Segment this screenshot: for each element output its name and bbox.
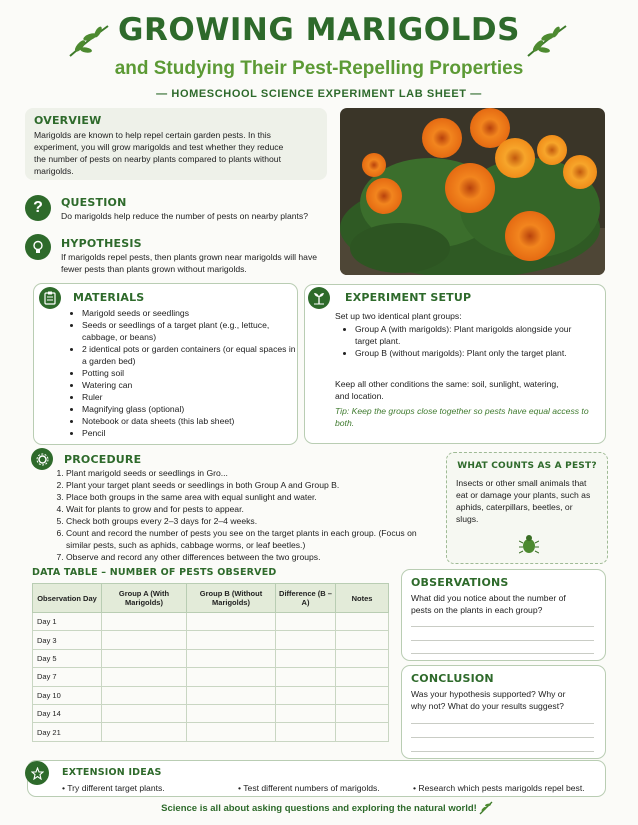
column-header: Notes: [336, 584, 389, 613]
table-cell[interactable]: [336, 631, 389, 649]
table-row: [33, 668, 389, 686]
page-title: GROWING MARIGOLDS: [118, 12, 520, 48]
setup-heading: EXPERIMENT SETUP: [345, 291, 472, 304]
lab-sheet-label: — HOMESCHOOL SCIENCE EXPERIMENT LAB SHEET —: [156, 88, 482, 100]
writing-line[interactable]: [411, 737, 594, 738]
table-cell[interactable]: [102, 704, 187, 722]
table-row: [33, 649, 389, 667]
hypothesis-text: If marigolds repel pests, then plants grown near marigolds will have fewer pests than plants grown without marigolds.: [61, 252, 318, 274]
table-row: [33, 704, 389, 722]
table-cell[interactable]: [187, 649, 276, 667]
hypothesis-heading: HYPOTHESIS: [61, 237, 142, 250]
column-header: Group A (With Marigolds): [102, 584, 187, 613]
setup-intro: Set up two identical plant groups:: [335, 311, 462, 321]
conclusion-heading: CONCLUSION: [411, 672, 494, 685]
table-cell[interactable]: [276, 631, 336, 649]
table-header-row: [33, 584, 389, 613]
table-cell[interactable]: [187, 668, 276, 686]
table-cell[interactable]: [187, 723, 276, 741]
list-item: 2. Plant your target plant seeds or seedlings in both Group A and Group B.: [66, 479, 438, 491]
setup-panel: [304, 284, 606, 444]
marigold-photo: [340, 108, 605, 275]
writing-line[interactable]: [411, 653, 594, 654]
table-row: [33, 631, 389, 649]
table-cell[interactable]: [187, 686, 276, 704]
list-item: • Seeds or seedlings of a target plant (e.g., lettuce, cabbage, or beans): [82, 319, 297, 343]
list-item: 1. Plant marigold seeds or seedlings in Gro...: [66, 467, 438, 479]
question-heading: QUESTION: [61, 196, 127, 209]
table-cell[interactable]: [187, 631, 276, 649]
overview-box: [25, 108, 327, 180]
extension-item: • Research which pests marigolds repel best.: [413, 783, 585, 793]
writing-line[interactable]: [411, 751, 594, 752]
list-item: • Notebook or data sheets (this lab sheet): [82, 415, 297, 427]
row-label: Day 21: [33, 723, 102, 741]
list-item: 6. Count and record the number of pests you see on the target plants in each group. (Focus on similar pests, such as aphids, cabbage worms, or leaf beetles.): [66, 527, 438, 551]
list-item: • Watering can: [82, 379, 297, 391]
row-label: Day 1: [33, 613, 102, 631]
writing-line[interactable]: [411, 640, 594, 641]
pest-box-text: Insects or other small animals that eat or damage your plants, such as aphids, caterpillars, beetles, or slugs.: [456, 478, 591, 524]
table-cell[interactable]: [102, 686, 187, 704]
table-cell[interactable]: [187, 613, 276, 631]
star-icon: [25, 761, 49, 785]
lightbulb-icon: [25, 234, 51, 260]
table-cell[interactable]: [276, 686, 336, 704]
pest-definition-box: [446, 452, 608, 564]
list-item: • Pencil: [82, 427, 297, 439]
table-cell[interactable]: [336, 613, 389, 631]
list-item: • Group A (with marigolds): Plant marigolds alongside your target plant.: [355, 323, 595, 347]
setup-tip: Tip: Keep the groups close together so pests have equal access to both.: [335, 406, 589, 428]
table-cell[interactable]: [102, 649, 187, 667]
row-label: Day 3: [33, 631, 102, 649]
list-item: 7. Observe and record any other differences between the two groups.: [66, 551, 438, 563]
data-table-heading: DATA TABLE – NUMBER OF PESTS OBSERVED: [32, 567, 277, 578]
column-header: Observation Day: [33, 584, 102, 613]
extension-item-text: Research which pests marigolds repel best.: [418, 783, 585, 793]
table-cell[interactable]: [102, 631, 187, 649]
procedure-list: [52, 467, 438, 563]
observations-prompt: What did you notice about the number of pests on the plants in each group?: [411, 593, 566, 615]
extension-item: • Test different numbers of marigolds.: [238, 783, 380, 793]
table-cell[interactable]: [336, 723, 389, 741]
table-cell[interactable]: [336, 704, 389, 722]
column-header: Difference (B – A): [276, 584, 336, 613]
sprout-icon: [308, 287, 330, 309]
writing-line[interactable]: [411, 626, 594, 627]
page-subtitle: and Studying Their Pest-Repelling Properties: [114, 58, 524, 79]
table-cell[interactable]: [276, 723, 336, 741]
table-cell[interactable]: [336, 686, 389, 704]
row-label: Day 5: [33, 649, 102, 667]
materials-list: [68, 307, 297, 439]
materials-heading: MATERIALS: [73, 291, 145, 304]
footer-text: Science is all about asking questions and exploring the natural world!: [161, 803, 477, 814]
overview-text: Marigolds are known to help repel certain garden pests. In this experiment, you will grow marigolds and test whether they reduce the number of pests on nearby plants compared to plants without marigolds.: [34, 130, 284, 176]
row-label: Day 7: [33, 668, 102, 686]
extension-panel: [27, 760, 606, 797]
extension-item-text: Test different numbers of marigolds.: [243, 783, 380, 793]
list-item: 5. Check both groups every 2–3 days for 2–4 weeks.: [66, 515, 438, 527]
materials-panel: [33, 283, 298, 445]
data-table: [32, 583, 389, 742]
leaf-sprig-icon: [478, 800, 494, 816]
row-label: Day 14: [33, 704, 102, 722]
conclusion-prompt: Was your hypothesis supported? Why or why not? What do your results suggest?: [411, 689, 566, 711]
table-cell[interactable]: [276, 649, 336, 667]
list-item: 3. Place both groups in the same area with equal sunlight and water.: [66, 491, 438, 503]
table-cell[interactable]: [187, 704, 276, 722]
list-item: 4. Wait for plants to grow and for pests to appear.: [66, 503, 438, 515]
table-cell[interactable]: [102, 723, 187, 741]
extension-item: • Try different target plants.: [62, 783, 165, 793]
clipboard-icon: [39, 287, 61, 309]
setup-groups: [341, 323, 595, 359]
list-item: • Marigold seeds or seedlings: [82, 307, 297, 319]
list-item: • Group B (without marigolds): Plant only the target plant.: [355, 347, 595, 359]
table-cell[interactable]: [336, 649, 389, 667]
list-item: • Magnifying glass (optional): [82, 403, 297, 415]
procedure-heading: PROCEDURE: [64, 453, 142, 466]
table-cell[interactable]: [276, 613, 336, 631]
setup-keep: Keep all other conditions the same: soil, sunlight, watering, and location.: [335, 379, 559, 401]
question-text: Do marigolds help reduce the number of pests on nearby plants?: [61, 211, 308, 221]
writing-line[interactable]: [411, 723, 594, 724]
table-row: [33, 613, 389, 631]
table-cell[interactable]: [276, 704, 336, 722]
table-cell[interactable]: [276, 668, 336, 686]
overview-heading: OVERVIEW: [34, 114, 102, 127]
observations-heading: OBSERVATIONS: [411, 576, 509, 589]
list-item: • Potting soil: [82, 367, 297, 379]
conclusion-panel: [401, 665, 606, 759]
question-icon: ?: [25, 195, 51, 221]
beetle-icon: [519, 533, 539, 555]
table-row: [33, 686, 389, 704]
row-label: Day 10: [33, 686, 102, 704]
pest-box-heading: WHAT COUNTS AS A PEST?: [457, 461, 597, 471]
gear-icon: [31, 448, 53, 470]
table-row: [33, 723, 389, 741]
column-header: Group B (Without Marigolds): [187, 584, 276, 613]
list-item: • 2 identical pots or garden containers (or equal spaces in a garden bed): [82, 343, 297, 367]
table-cell[interactable]: [336, 668, 389, 686]
extension-item-text: Try different target plants.: [67, 783, 165, 793]
observations-panel: [401, 569, 606, 661]
extension-heading: EXTENSION IDEAS: [62, 767, 162, 778]
table-cell[interactable]: [102, 668, 187, 686]
table-cell[interactable]: [102, 613, 187, 631]
list-item: • Ruler: [82, 391, 297, 403]
